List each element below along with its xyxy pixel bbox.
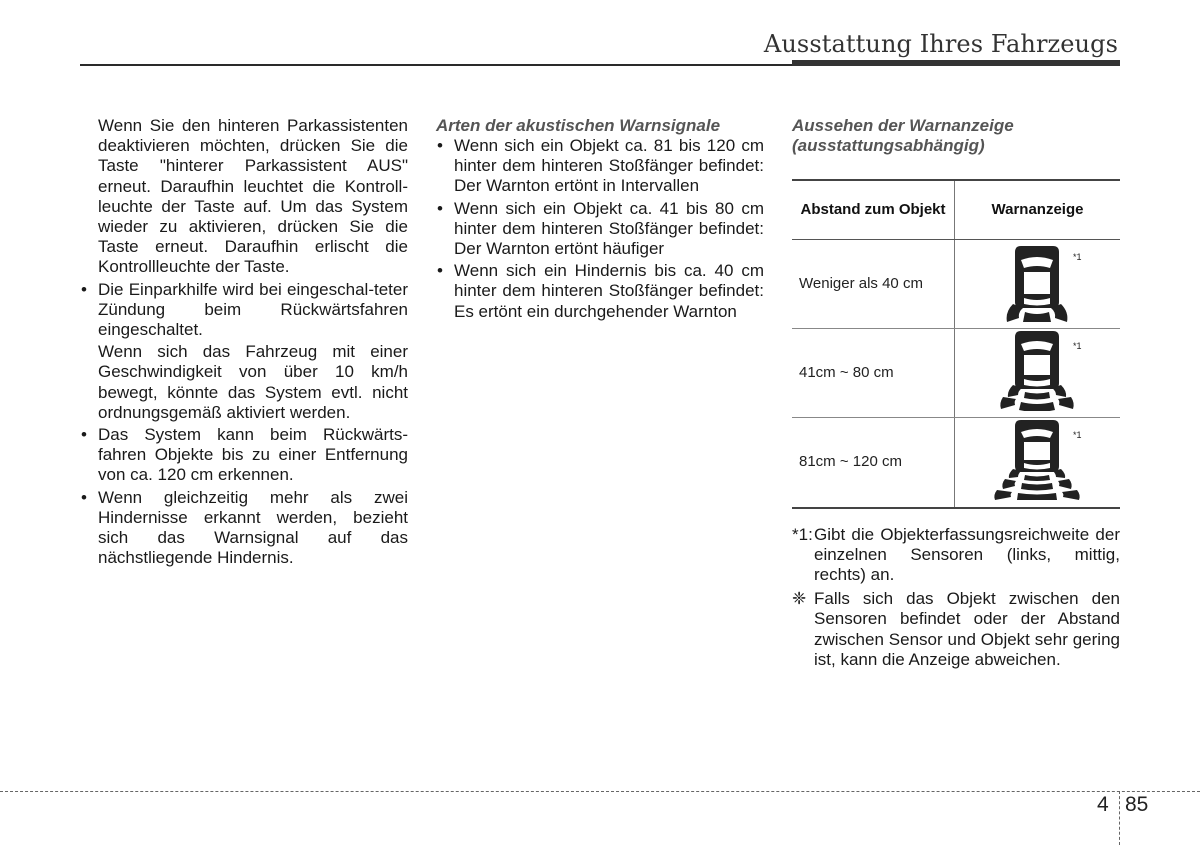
header-rule-thick: [792, 60, 1120, 66]
column-header-distance: Abstand zum Objekt: [792, 180, 955, 240]
heading-line-1: Aussehen der Warnanzeige: [792, 116, 1014, 135]
paragraph-speed: Wenn sich das Fahrzeug mit einer Geschwindigkeit von über 10 km/h bewegt, könnte das System evtl. nicht ordnungsgemäß aktiviert werden.: [98, 342, 408, 422]
page-number: 85: [1125, 793, 1149, 816]
column-left: [80, 116, 408, 568]
footnote-range: [792, 525, 1120, 586]
footnote-deviation-text: Falls sich das Objekt zwischen den Sensoren befindet oder der Abstand zwischen Sensor und Objekt sehr gering ist, kann die Anzeige abweichen.: [814, 589, 1120, 669]
bullet-multiple-obstacles: • Wenn gleichzeitig mehr als zwei Hindernisse erkannt werden, bezieht sich das Warnsignal auf das nächstliegende Hindernis.: [80, 488, 408, 569]
footnote-range-text: Gibt die Objekterfassungsreichweite der einzelnen Sensoren (links, mittig, rechts) an.: [814, 524, 1120, 585]
footnote-mark: *1: [1072, 341, 1082, 352]
table-row: [792, 329, 1120, 418]
list-item-frequent: • Wenn sich ein Objekt ca. 41 bis 80 cm hinter dem hinteren Stoßfänger befindet: Der Warnton ertönt häufiger: [436, 199, 764, 260]
indicator-cell: [955, 240, 1121, 329]
car-sensor-2-arc-icon: [963, 329, 1113, 411]
car-sensor-1-arc-icon: [963, 240, 1113, 322]
footnote-mark: *1: [1072, 430, 1082, 441]
bullet-activation: • Die Einparkhilfe wird bei eingeschal-teter Zündung beim Rückwärtsfahren eingeschaltet.: [80, 280, 408, 341]
table-row: [792, 240, 1120, 329]
distance-cell: 41cm ~ 80 cm: [792, 329, 955, 418]
paragraph-deactivate: Wenn Sie den hinteren Parkassistenten deaktivieren möchten, drücken Sie die Taste "hinterer Parkassistent AUS" erneut. Daraufhin leuchtet die Kontroll-leuchte der Taste auf. Um das System wieder zu aktivieren, drücken Sie die Taste erneut. Daraufhin erlischt die Kontrollleuchte der Taste.: [98, 116, 408, 277]
car-sensor-3-arc-icon: [963, 418, 1113, 500]
bullet-range: • Das System kann beim Rückwärts-fahren Objekte bis zu einer Entfernung von ca. 120 cm erkennen.: [80, 425, 408, 486]
chapter-number: 4: [1097, 793, 1109, 816]
list-item-continuous: • Wenn sich ein Hindernis bis ca. 40 cm hinter dem hinteren Stoßfänger befindet: Es ertönt ein durchgehender Warnton: [436, 261, 764, 322]
distance-cell: Weniger als 40 cm: [792, 240, 955, 329]
table-header-row: [792, 180, 1120, 240]
column-middle: [436, 116, 764, 322]
indicator-cell: [955, 329, 1121, 418]
section-heading-acoustic: Arten der akustischen Warnsignale: [436, 116, 721, 135]
header-rule-thin: [80, 64, 792, 66]
list-item-interval: • Wenn sich ein Objekt ca. 81 bis 120 cm hinter dem hinteren Stoßfänger befindet: Der Warnton ertönt in Intervallen: [436, 136, 764, 197]
footnote-marker: *1:: [792, 524, 813, 544]
column-right: [792, 116, 1120, 670]
footer-dashed-rule: [0, 791, 1200, 792]
footnote-deviation: [792, 589, 1120, 670]
warning-display-table: [792, 179, 1120, 509]
heading-line-2: (ausstattungsabhängig): [792, 136, 985, 155]
section-heading-indicator: [792, 116, 1120, 156]
distance-cell: 81cm ~ 120 cm: [792, 418, 955, 508]
note-symbol-icon: ❈: [792, 589, 807, 609]
table-row: [792, 418, 1120, 508]
indicator-cell: [955, 418, 1121, 508]
footer-dashed-divider: [1119, 791, 1120, 845]
footnote-mark: *1: [1072, 252, 1082, 262]
page-header-title: Ausstattung Ihres Fahrzeugs: [763, 30, 1118, 58]
column-header-indicator: Warnanzeige: [955, 180, 1121, 240]
